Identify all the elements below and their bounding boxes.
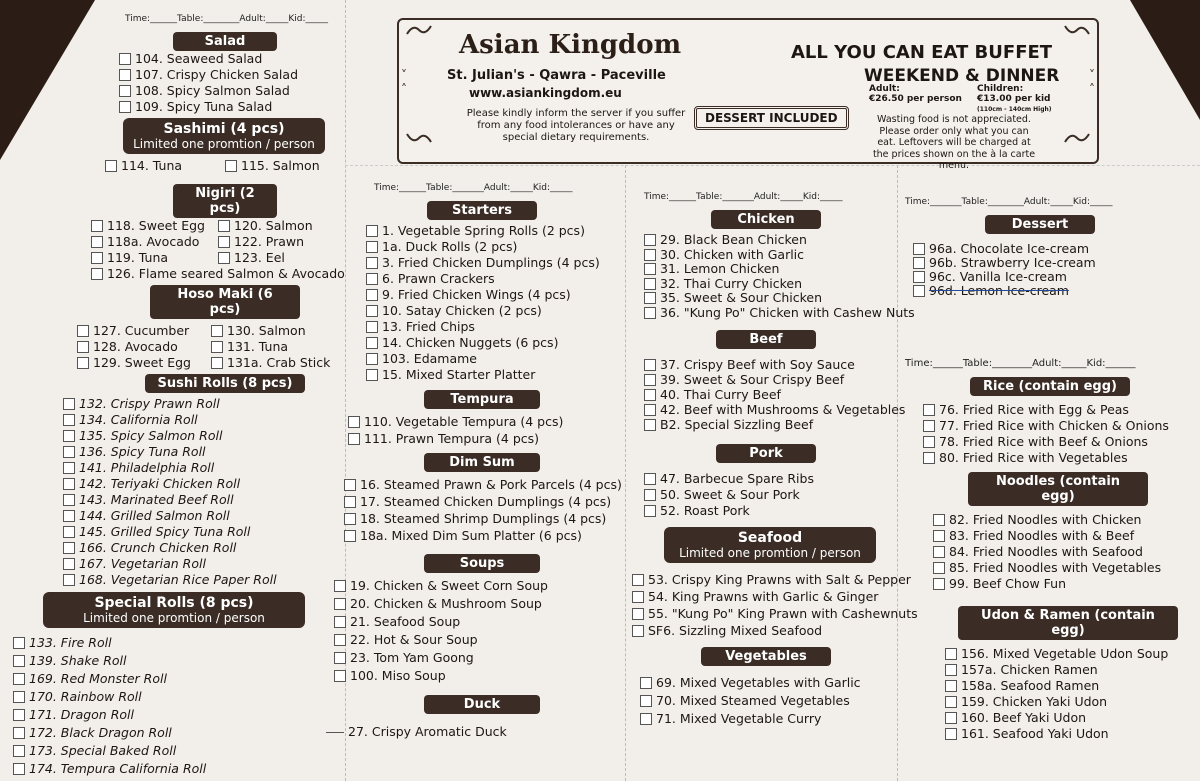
ornament-icon [405,24,433,36]
checkbox[interactable] [644,359,656,371]
checkbox[interactable] [334,616,346,628]
menu-item[interactable]: 156. Mixed Vegetable Udon Soup [945,646,1195,662]
menu-item[interactable]: 36. "Kung Po" Chicken with Cashew Nuts [644,306,896,321]
checkbox[interactable] [644,249,656,261]
menu-item[interactable]: 172. Black Dragon Roll [13,724,345,742]
menu-item[interactable]: 42. Beef with Mushrooms & Vegetables [644,402,896,417]
checkbox[interactable] [334,598,346,610]
menu-item[interactable]: 40. Thai Curry Beef [644,387,896,402]
checkbox[interactable] [644,234,656,246]
menu-item[interactable]: 71. Mixed Vegetable Curry [640,710,896,728]
menu-item[interactable]: 142. Teriyaki Chicken Roll [63,476,345,492]
checkbox[interactable] [366,353,378,365]
menu-item[interactable]: 120. Salmon [218,218,345,234]
checkbox[interactable] [119,101,131,113]
menu-item[interactable]: 131. Tuna [211,339,345,355]
checkbox[interactable] [334,670,346,682]
chevron-icon: ˅ ˄ [401,68,407,96]
checkbox[interactable] [119,69,131,81]
dim-sum-list [342,476,622,544]
menu-item[interactable]: 171. Dragon Roll [13,706,345,724]
checkbox[interactable] [344,513,356,525]
menu-item[interactable]: 128. Avocado [77,339,211,355]
section-tempura-title: Tempura [424,390,540,409]
column-starters [342,183,622,740]
checkbox[interactable] [640,695,652,707]
menu-item[interactable]: 133. Fire Roll [13,634,345,652]
section-sushi-rolls-title: Sushi Rolls (8 pcs) [145,374,305,393]
section-duck-title: Duck [424,695,540,714]
menu-item[interactable]: 30. Chicken with Garlic [644,248,896,263]
menu-item[interactable]: 157a. Chicken Ramen [945,662,1195,678]
fold-line [625,160,626,781]
hoso-maki-list [77,323,345,371]
checkbox[interactable] [933,546,945,558]
checkbox[interactable] [91,236,103,248]
checkbox[interactable] [63,398,75,410]
menu-item[interactable]: 23. Tom Yam Goong [334,649,622,667]
menu-item[interactable]: 96b. Strawberry Ice-cream [913,256,1195,270]
children-price-value: €13.00 per kid [977,94,1051,104]
menu-item[interactable]: 110. Vegetable Tempura (4 pcs) [348,413,622,430]
menu-item[interactable]: 27. Crispy Aromatic Duck [326,724,622,740]
checkbox[interactable] [913,285,925,297]
checkbox[interactable] [933,514,945,526]
menu-item[interactable]: 76. Fried Rice with Egg & Peas [923,402,1195,418]
section-hoso-maki-title: Hoso Maki (6 pcs) [150,285,300,319]
menu-item[interactable]: 126. Flame seared Salmon & Avocado [91,266,345,282]
menu-item[interactable]: 170. Rainbow Roll [13,688,345,706]
buffet-subtitle: WEEKEND & DINNER [864,66,1060,86]
column-mains [636,192,918,728]
menu-item[interactable]: 47. Barbecue Spare Ribs [644,471,896,487]
menu-item[interactable]: 96c. Vanilla Ice-cream [913,270,1195,284]
menu-item[interactable]: 104. Seaweed Salad [119,51,345,67]
chevron-icon: ˅ ˄ [1089,68,1095,96]
menu-item[interactable]: 29. Black Bean Chicken [644,233,896,248]
chicken-list [636,232,915,320]
menu-item[interactable]: 135. Spicy Salmon Roll [63,428,345,444]
section-udon-ramen-title: Udon & Ramen (contain egg) [958,606,1178,640]
section-special-rolls-title: Special Rolls (8 pcs) Limited one promtion / person [43,592,305,628]
menu-item[interactable]: 1. Vegetable Spring Rolls (2 pcs) [366,223,622,239]
checkbox[interactable] [644,374,656,386]
menu-item[interactable]: 132. Crispy Prawn Roll [63,396,345,412]
menu-item[interactable]: 80. Fried Rice with Vegetables [923,450,1195,466]
menu-item[interactable]: 77. Fried Rice with Chicken & Onions [923,418,1195,434]
checkbox[interactable] [632,574,644,586]
checkbox[interactable] [63,462,75,474]
menu-item[interactable]: 70. Mixed Steamed Vegetables [640,692,896,710]
menu-item[interactable]: 84. Fried Noodles with Seafood [933,544,1195,560]
checkbox[interactable] [211,357,223,369]
menu-item[interactable]: 141. Philadelphia Roll [63,460,345,476]
checkbox[interactable] [366,369,378,381]
checkbox[interactable] [63,478,75,490]
menu-item[interactable]: 1a. Duck Rolls (2 pcs) [366,239,622,255]
menu-item[interactable]: 119. Tuna [91,250,218,266]
checkbox[interactable] [91,252,103,264]
buffet-title: ALL YOU CAN EAT BUFFET [791,42,1053,63]
checkbox[interactable] [225,160,237,172]
menu-item[interactable]: 131a. Crab Stick [211,355,345,371]
menu-item[interactable]: 130. Salmon [211,323,345,339]
menu-item[interactable]: 96d. Lemon Ice-cream [913,284,1195,298]
checkbox[interactable] [334,580,346,592]
section-soups-title: Soups [424,554,540,573]
menu-item[interactable]: 50. Sweet & Sour Pork [644,487,896,503]
checkbox[interactable] [945,712,957,724]
menu-item[interactable]: 99. Beef Chow Fun [933,576,1195,592]
menu-item[interactable]: 21. Seafood Soup [334,613,622,631]
menu-item[interactable]: 100. Miso Soup [334,667,622,685]
menu-item[interactable]: 167. Vegetarian Roll [63,556,345,572]
menu-header [397,18,1099,171]
checkbox[interactable] [923,404,935,416]
menu-item[interactable]: 54. King Prawns with Garlic & Ginger [632,588,896,605]
section-beef-title: Beef [716,330,816,349]
menu-item[interactable]: 22. Hot & Sour Soup [334,631,622,649]
salad-list [105,51,345,115]
soups-list [334,577,622,685]
checkbox[interactable] [366,337,378,349]
section-seafood-title: Seafood Limited one promtion / person [664,527,876,563]
menu-item[interactable]: 31. Lemon Chicken [644,262,896,277]
fold-line [345,165,1200,166]
menu-item[interactable]: 107. Crispy Chicken Salad [119,67,345,83]
section-rice-title: Rice (contain egg) [970,377,1130,396]
checkbox[interactable] [366,257,378,269]
menu-item[interactable]: 144. Grilled Salmon Roll [63,508,345,524]
section-vegetables-title: Vegetables [701,647,831,666]
menu-item[interactable]: 14. Chicken Nuggets (6 pcs) [366,335,622,351]
section-sashimi-title: Sashimi (4 pcs) Limited one promtion / person [123,118,325,154]
menu-item[interactable]: 127. Cucumber [77,323,211,339]
checkbox[interactable] [344,479,356,491]
section-dessert-title: Dessert [985,215,1095,234]
checkbox[interactable] [644,292,656,304]
tempura-list [342,413,622,447]
order-form-line: Time:______Table:_______Adult:_____Kid:_____ [644,192,843,202]
udon-ramen-list [905,646,1195,742]
section-nigiri-title: Nigiri (2 pcs) [173,184,277,218]
menu-item[interactable]: 3. Fried Chicken Dumplings (4 pcs) [366,255,622,271]
menu-item[interactable]: 109. Spicy Tuna Salad [119,99,345,115]
checkbox[interactable] [211,341,223,353]
menu-item[interactable]: 174. Tempura California Roll [13,760,345,778]
section-pork-title: Pork [716,444,816,463]
order-form-line: Time:______Table:________Adult:_____Kid:______ [905,358,1136,369]
duck-list [326,724,622,740]
checkbox[interactable] [945,696,957,708]
menu-item[interactable]: 18a. Mixed Dim Sum Platter (6 pcs) [344,527,622,544]
menu-item[interactable]: 145. Grilled Spicy Tuna Roll [63,524,345,540]
adult-label: Adult: [869,84,900,94]
dietary-notice: Please kindly inform the server if you suffer from any food intolerances or have any special dietary requirements. [466,108,686,143]
checkbox[interactable] [945,680,957,692]
ornament-icon [405,132,433,144]
checkbox[interactable] [63,526,75,538]
dessert-included-badge: DESSERT INCLUDED [694,106,849,130]
checkbox[interactable] [13,709,25,721]
menu-item[interactable]: 6. Prawn Crackers [366,271,622,287]
checkbox[interactable] [91,268,103,280]
menu-item[interactable]: 161. Seafood Yaki Udon [945,726,1195,742]
checkbox[interactable] [63,542,75,554]
checkbox[interactable] [366,305,378,317]
checkbox[interactable] [211,325,223,337]
brand-name: Asian Kingdom [459,30,682,60]
menu-item[interactable]: 136. Spicy Tuna Roll [63,444,345,460]
starters-list [342,223,622,383]
menu-item[interactable]: B2. Special Sizzling Beef [644,417,896,432]
locations: St. Julian's - Qawra - Paceville [447,68,666,83]
menu-item[interactable]: 10. Satay Chicken (2 pcs) [366,303,622,319]
checkbox[interactable] [366,241,378,253]
checkbox[interactable] [644,263,656,275]
menu-item[interactable]: 55. "Kung Po" King Prawn with Cashewnuts [632,605,896,622]
checkbox[interactable] [644,307,656,319]
seafood-list [632,571,918,639]
menu-item[interactable]: 35. Sweet & Sour Chicken [644,291,896,306]
menu-item[interactable]: 159. Chicken Yaki Udon [945,694,1195,710]
checkbox[interactable] [644,419,656,431]
sushi-rolls-list [63,396,345,588]
checkbox[interactable] [366,289,378,301]
children-label: Children: [977,84,1024,94]
checkbox[interactable] [13,655,25,667]
menu-item[interactable]: 69. Mixed Vegetables with Garlic [640,674,896,692]
menu-item[interactable]: 82. Fried Noodles with Chicken [933,512,1195,528]
menu-item[interactable]: 114. Tuna [105,158,225,174]
checkbox[interactable] [366,321,378,333]
menu-item[interactable]: 53. Crispy King Prawns with Salt & Pepper [632,571,896,588]
sashimi-list [105,158,345,174]
menu-item[interactable]: 118a. Avocado [91,234,218,250]
checkbox[interactable] [632,625,644,637]
checkbox[interactable] [91,220,103,232]
menu-item[interactable]: 173. Special Baked Roll [13,742,345,760]
checkbox[interactable] [334,634,346,646]
checkbox[interactable] [63,574,75,586]
checkbox[interactable] [344,530,356,542]
menu-item[interactable]: 37. Crispy Beef with Soy Sauce [644,357,896,372]
menu-item[interactable]: 20. Chicken & Mushroom Soup [334,595,622,613]
column-sushi [29,14,345,778]
menu-item[interactable]: 123. Eel [218,250,345,266]
checkbox[interactable] [13,745,25,757]
order-form-line: Time:______Table:_______Adult:_____Kid:_____ [374,183,573,193]
menu-item[interactable]: 143. Marinated Beef Roll [63,492,345,508]
section-salad-title: Salad [173,32,277,51]
checkbox[interactable] [13,691,25,703]
checkbox[interactable] [13,673,25,685]
checkbox[interactable] [13,763,25,775]
menu-item[interactable]: 19. Chicken & Sweet Corn Soup [334,577,622,595]
nigiri-list [91,218,345,266]
menu-item[interactable]: 83. Fried Noodles with & Beef [933,528,1195,544]
column-dessert-rice [905,197,1195,742]
checkbox[interactable] [326,732,344,733]
menu-item[interactable]: 115. Salmon [225,158,345,174]
adult-price-value: €26.50 per person [869,94,962,104]
checkbox[interactable] [632,591,644,603]
wasting-notice: Wasting food is not appreciated. Please order only what you can eat. Leftovers will be charged at the prices shown on the à la carte menu. [872,114,1036,171]
checkbox[interactable] [923,420,935,432]
checkbox[interactable] [945,648,957,660]
menu-item[interactable]: 17. Steamed Chicken Dumplings (4 pcs) [344,493,622,510]
website: www.asiankingdom.eu [469,86,622,100]
menu-item[interactable]: 108. Spicy Salmon Salad [119,83,345,99]
menu-item[interactable]: 85. Fried Noodles with Vegetables [933,560,1195,576]
menu-item[interactable]: 9. Fried Chicken Wings (4 pcs) [366,287,622,303]
checkbox[interactable] [644,489,656,501]
menu-item[interactable]: 103. Edamame [366,351,622,367]
order-form-line: Time:_______Table:________Adult:_____Kid:_____ [905,197,1113,207]
checkbox[interactable] [13,637,25,649]
menu-item[interactable]: 169. Red Monster Roll [13,670,345,688]
section-dim-sum-title: Dim Sum [424,453,540,472]
checkbox[interactable] [366,225,378,237]
checkbox[interactable] [933,562,945,574]
fold-line [897,160,898,781]
checkbox[interactable] [923,452,935,464]
section-starters-title: Starters [427,201,537,220]
special-rolls-list [13,634,345,778]
checkbox[interactable] [77,341,89,353]
checkbox[interactable] [913,257,925,269]
section-noodles-title: Noodles (contain egg) [968,472,1148,506]
children-price [977,84,1052,115]
beef-list [636,357,906,432]
checkbox[interactable] [366,273,378,285]
checkbox[interactable] [632,608,644,620]
checkbox[interactable] [348,416,360,428]
checkbox[interactable] [218,252,230,264]
section-chicken-title: Chicken [711,210,821,229]
menu-item[interactable]: 158a. Seafood Ramen [945,678,1195,694]
vegetables-list [640,674,896,728]
menu-item[interactable]: 32. Thai Curry Chicken [644,277,896,292]
checkbox[interactable] [644,389,656,401]
menu-item[interactable]: 160. Beef Yaki Udon [945,710,1195,726]
checkbox[interactable] [63,510,75,522]
checkbox[interactable] [913,243,925,255]
checkbox[interactable] [644,404,656,416]
menu-item[interactable]: 166. Crunch Chicken Roll [63,540,345,556]
checkbox[interactable] [644,278,656,290]
checkbox[interactable] [913,271,925,283]
order-form-line: Time:______Table:________Adult:_____Kid:_____ [125,14,328,24]
menu-item[interactable]: 129. Sweet Egg [77,355,211,371]
menu-item[interactable]: 139. Shake Roll [13,652,345,670]
menu-item[interactable]: 111. Prawn Tempura (4 pcs) [348,430,622,447]
menu-item[interactable]: 118. Sweet Egg [91,218,218,234]
checkbox[interactable] [77,325,89,337]
menu-item[interactable]: 13. Fried Chips [366,319,622,335]
checkbox[interactable] [105,160,117,172]
checkbox[interactable] [63,494,75,506]
checkbox[interactable] [640,677,652,689]
checkbox[interactable] [644,473,656,485]
menu-item[interactable]: 168. Vegetarian Rice Paper Roll [63,572,345,588]
checkbox[interactable] [63,414,75,426]
menu-item[interactable]: 78. Fried Rice with Beef & Onions [923,434,1195,450]
checkbox[interactable] [119,85,131,97]
checkbox[interactable] [923,436,935,448]
rice-list [905,402,1195,466]
menu-item[interactable]: 134. California Roll [63,412,345,428]
checkbox[interactable] [344,496,356,508]
menu-item[interactable]: 122. Prawn [218,234,345,250]
menu-item[interactable]: 52. Roast Pork [644,503,896,519]
checkbox[interactable] [348,433,360,445]
adult-price [869,84,962,104]
checkbox[interactable] [644,505,656,517]
checkbox[interactable] [63,446,75,458]
dessert-list [905,242,1195,298]
menu-item[interactable]: 96a. Chocolate Ice-cream [913,242,1195,256]
menu-item[interactable]: SF6. Sizzling Mixed Seafood [632,622,896,639]
ornament-icon [1063,132,1091,144]
checkbox[interactable] [119,53,131,65]
children-height-note: (110cm - 140cm High) [977,106,1052,113]
noodles-list [905,512,1195,592]
menu-item[interactable]: 39. Sweet & Sour Crispy Beef [644,372,896,387]
checkbox[interactable] [933,530,945,542]
checkbox[interactable] [218,220,230,232]
checkbox[interactable] [945,728,957,740]
menu-item[interactable]: 16. Steamed Prawn & Pork Parcels (4 pcs) [344,476,622,493]
checkbox[interactable] [77,357,89,369]
checkbox[interactable] [63,430,75,442]
ornament-icon [1063,24,1091,36]
checkbox[interactable] [640,713,652,725]
checkbox[interactable] [933,578,945,590]
checkbox[interactable] [218,236,230,248]
checkbox[interactable] [63,558,75,570]
checkbox[interactable] [945,664,957,676]
pork-list [636,471,896,519]
menu-item[interactable]: 15. Mixed Starter Platter [366,367,622,383]
checkbox[interactable] [334,652,346,664]
checkbox[interactable] [13,727,25,739]
menu-item[interactable]: 18. Steamed Shrimp Dumplings (4 pcs) [344,510,622,527]
